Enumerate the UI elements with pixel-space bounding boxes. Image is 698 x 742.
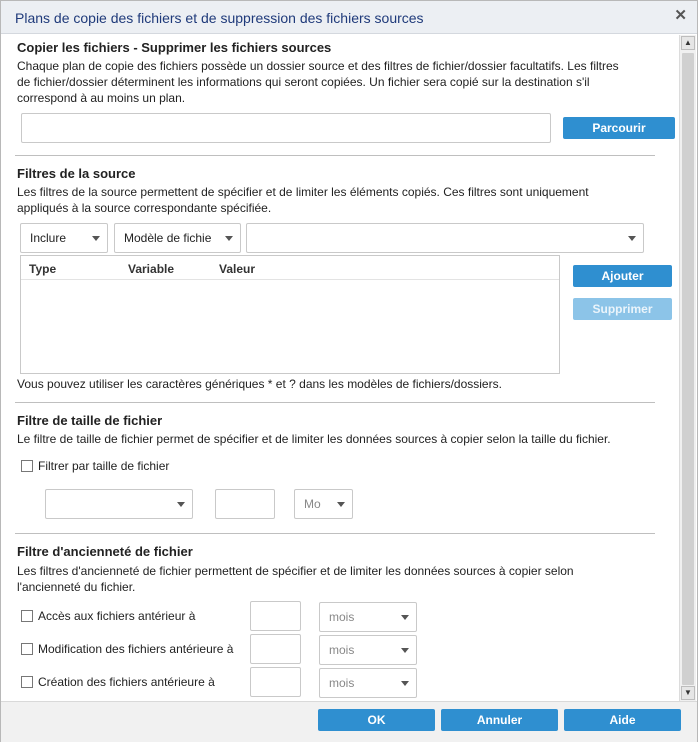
copy-desc-line-2: de fichier/dossier déterminent les informations qui seront copiées. Un fichier sera copié sur la destination s'il [17,75,590,89]
table-header-divider [21,279,559,280]
scroll-up-icon[interactable]: ▲ [681,36,695,50]
access-date-label[interactable]: Accès aux fichiers antérieur à [38,609,196,623]
created-date-unit-select[interactable] [319,668,417,698]
dialog-titlebar [1,1,697,34]
cancel-button[interactable]: Annuler [441,709,558,731]
column-header-type: Type [29,262,57,276]
divider [15,155,655,156]
chevron-down-icon [337,502,345,507]
browse-button[interactable]: Parcourir [563,117,675,139]
chevron-down-icon [225,236,233,241]
modified-date-checkbox[interactable] [21,643,33,655]
dialog-content [1,35,679,701]
close-icon[interactable]: ✕ [674,7,687,24]
help-button[interactable]: Aide [564,709,681,731]
size-filter-checkbox[interactable] [21,460,33,472]
copy-desc-line-1: Chaque plan de copie des fichiers possède un dossier source et des filtres de fichier/dossier facultatifs. Les filtres [17,59,619,73]
add-filter-button[interactable]: Ajouter [573,265,672,287]
scroll-down-icon[interactable]: ▼ [681,686,695,700]
chevron-down-icon [628,236,636,241]
chevron-down-icon [177,502,185,507]
age-filter-description [17,563,657,595]
filters-table[interactable] [20,255,560,374]
size-unit-select[interactable] [294,489,353,519]
column-header-value: Valeur [219,262,256,276]
chevron-down-icon [401,648,409,653]
wildcard-note: Vous pouvez utiliser les caractères génériques * et ? dans les modèles de fichiers/dossiers. [17,377,502,391]
age-desc-line-2: l'ancienneté du fichier. [17,580,136,594]
chevron-down-icon [92,236,100,241]
source-filters-description [17,184,657,216]
divider [15,402,655,403]
filters-desc-line-1: Les filtres de la source permettent de spécifier et de limiter les éléments copiés. Ces filtres sont uniquement [17,185,589,199]
dialog-title: Plans de copie des fichiers et de suppression des fichiers sources [15,10,424,26]
modified-date-unit-select[interactable] [319,635,417,665]
access-date-value-input[interactable] [250,601,301,631]
dialog-footer [1,701,697,742]
chevron-down-icon [401,615,409,620]
ok-button[interactable]: OK [318,709,435,731]
filter-type-select[interactable] [114,223,241,253]
chevron-down-icon [401,681,409,686]
size-filter-checkbox-label[interactable]: Filtrer par taille de fichier [38,459,170,473]
size-unit-value: Mo [304,497,321,511]
created-date-unit-value: mois [329,676,355,690]
source-filters-heading: Filtres de la source [17,166,136,181]
created-date-value-input[interactable] [250,667,301,697]
size-filter-heading: Filtre de taille de fichier [17,413,163,428]
source-path-input[interactable] [21,113,551,143]
copy-section-heading: Copier les fichiers - Supprimer les fichiers sources [17,40,332,55]
size-comparison-select[interactable] [45,489,193,519]
include-select-value: Inclure [30,231,67,245]
remove-filter-button[interactable]: Supprimer [573,298,672,320]
access-date-unit-value: mois [329,610,355,624]
copy-desc-line-3: correspond à au moins un plan. [17,91,186,105]
modified-date-label[interactable]: Modification des fichiers antérieure à [38,642,234,656]
filter-type-value: Modèle de fichie [124,231,212,245]
age-filter-heading: Filtre d'ancienneté de fichier [17,544,193,559]
created-date-label[interactable]: Création des fichiers antérieure à [38,675,215,689]
include-select[interactable] [20,223,108,253]
copy-section-description [17,58,657,106]
filters-desc-line-2: appliqués à la source correspondante spécifiée. [17,201,272,215]
column-header-variable: Variable [128,262,175,276]
size-value-input[interactable] [215,489,275,519]
scrollbar-thumb[interactable] [682,53,694,685]
access-date-unit-select[interactable] [319,602,417,632]
divider [15,533,655,534]
modified-date-value-input[interactable] [250,634,301,664]
access-date-checkbox[interactable] [21,610,33,622]
pattern-combobox[interactable] [246,223,644,253]
size-filter-description: Le filtre de taille de fichier permet de spécifier et de limiter les données sources à copier selon la taille du fichier. [17,432,611,446]
vertical-scrollbar[interactable] [679,35,696,701]
modified-date-unit-value: mois [329,643,355,657]
age-desc-line-1: Les filtres d'ancienneté de fichier permettent de spécifier et de limiter les données sources à copier selon [17,564,574,578]
created-date-checkbox[interactable] [21,676,33,688]
